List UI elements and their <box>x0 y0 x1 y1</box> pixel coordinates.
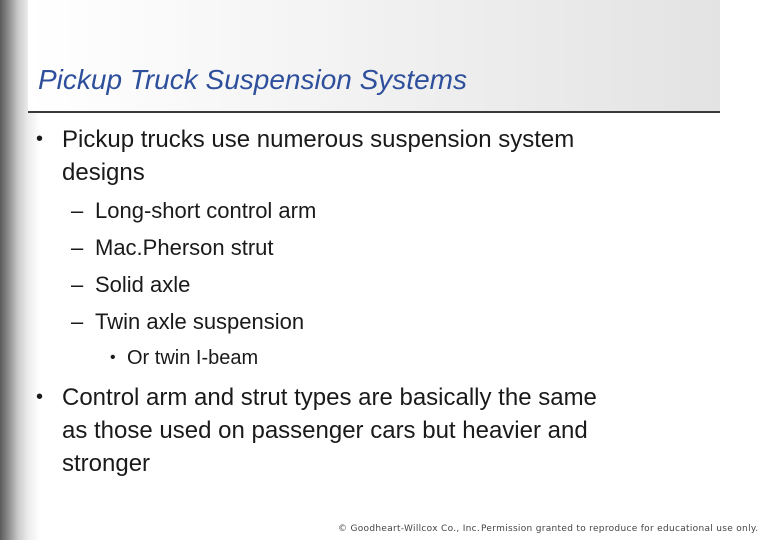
bullet-item-2 <box>36 381 702 480</box>
bullet-icon: • <box>36 386 44 408</box>
title-divider <box>28 111 720 113</box>
sub-item-text: Long-short control arm <box>95 198 317 223</box>
sub-sub-item-1 <box>110 346 687 370</box>
dash-icon: – <box>71 309 84 334</box>
bullet-item-1 <box>36 123 702 189</box>
bullet-text-line: as those used on passenger cars but heavier and <box>62 417 588 444</box>
dash-icon: – <box>71 272 84 297</box>
slide-title: Pickup Truck Suspension Systems <box>38 64 467 95</box>
sub-item-4 <box>71 308 695 336</box>
sub-sub-item-text: Or twin I-beam <box>127 347 259 369</box>
bullet-text-line: Pickup trucks use numerous suspension system <box>62 126 575 153</box>
bullet-text-line: Control arm and strut types are basically the same <box>62 384 597 411</box>
bullet-text-line: stronger <box>62 450 151 477</box>
sub-item-1 <box>71 197 695 225</box>
dash-icon: – <box>71 235 84 260</box>
footer-permission: Permission granted to reproduce for educational use only. <box>481 524 758 534</box>
sub-item-text: Mac.Pherson strut <box>95 235 274 260</box>
bullet-text-line: designs <box>62 159 145 186</box>
sub-item-3 <box>71 271 695 299</box>
dash-icon: – <box>71 198 84 223</box>
bullet-icon: • <box>110 349 116 366</box>
bullet-icon: • <box>36 128 44 150</box>
sub-item-text: Twin axle suspension <box>95 309 305 334</box>
sub-item-2 <box>71 234 695 262</box>
sub-item-text: Solid axle <box>95 272 191 297</box>
footer-copyright: © Goodheart-Willcox Co., Inc. <box>338 524 481 534</box>
